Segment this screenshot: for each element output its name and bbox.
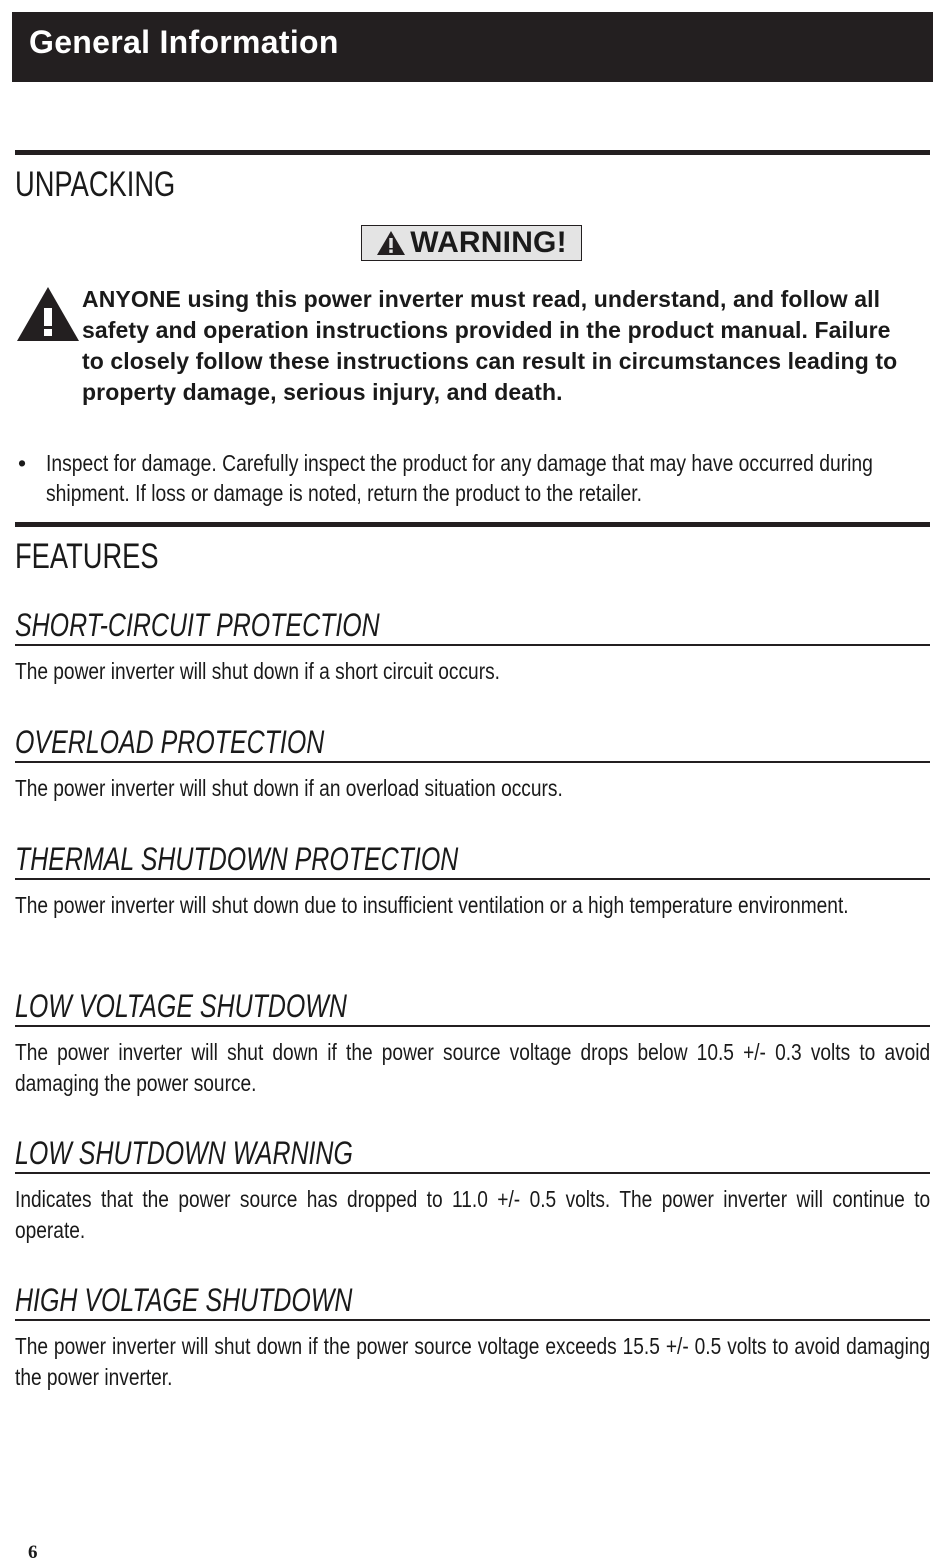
feature-description: Indicates that the power source has dropped to 11.0 +/- 0.5 volts. The power inverter will continue to operate. <box>15 1186 931 1243</box>
features-heading: FEATURES <box>15 537 159 576</box>
feature-low-shutdown-warning <box>15 1136 930 1246</box>
unpacking-section <box>15 150 930 205</box>
inspect-instructions: Inspect for damage. Carefully inspect the product for any damage that may have occurred during shipment. If loss or damage is noted, return the product to the retailer. <box>46 450 873 506</box>
warning-text: ANYONE using this power inverter must read, understand, and follow all safety and operation instructions provided in the product manual. Failure to closely follow these instructions can result in circumstances leading to property damage, serious injury, and death. <box>82 286 898 405</box>
feature-title: OVERLOAD PROTECTION <box>15 724 325 760</box>
feature-description: The power inverter will shut down due to insufficient ventilation or a high temperature environment. <box>15 892 849 918</box>
page-title: General Information <box>29 24 339 60</box>
warning-label-text: WARNING! <box>410 226 567 259</box>
feature-title: THERMAL SHUTDOWN PROTECTION <box>15 841 459 877</box>
feature-description: The power inverter will shut down if a short circuit occurs. <box>15 658 500 684</box>
divider <box>15 1025 930 1027</box>
feature-title: LOW SHUTDOWN WARNING <box>15 1135 353 1171</box>
feature-description: The power inverter will shut down if the power source voltage exceeds 15.5 +/- 0.5 volts to avoid damaging the power inverter. <box>15 1333 931 1390</box>
divider <box>15 761 930 763</box>
divider <box>15 878 930 880</box>
feature-description: The power inverter will shut down if an overload situation occurs. <box>15 775 563 801</box>
divider <box>15 1319 930 1321</box>
feature-title: SHORT-CIRCUIT PROTECTION <box>15 607 380 643</box>
feature-title: LOW VOLTAGE SHUTDOWN <box>15 988 347 1024</box>
feature-thermal-shutdown <box>15 842 930 921</box>
warning-label <box>361 225 582 261</box>
feature-description: The power inverter will shut down if the power source voltage drops below 10.5 +/- 0.3 volts to avoid damaging the power source. <box>15 1039 931 1096</box>
warning-triangle-icon <box>16 286 80 342</box>
divider <box>15 1172 930 1174</box>
feature-title: HIGH VOLTAGE SHUTDOWN <box>15 1282 353 1318</box>
divider <box>15 644 930 646</box>
page-number: 6 <box>28 1542 38 1563</box>
feature-low-voltage-shutdown <box>15 989 930 1099</box>
feature-short-circuit <box>15 608 930 687</box>
unpacking-heading: UNPACKING <box>15 165 176 204</box>
warning-triangle-icon <box>376 230 406 256</box>
bullet-icon: • <box>18 450 27 476</box>
feature-high-voltage-shutdown <box>15 1283 930 1393</box>
header-bar <box>12 12 933 82</box>
features-section <box>15 522 930 577</box>
feature-overload <box>15 725 930 804</box>
